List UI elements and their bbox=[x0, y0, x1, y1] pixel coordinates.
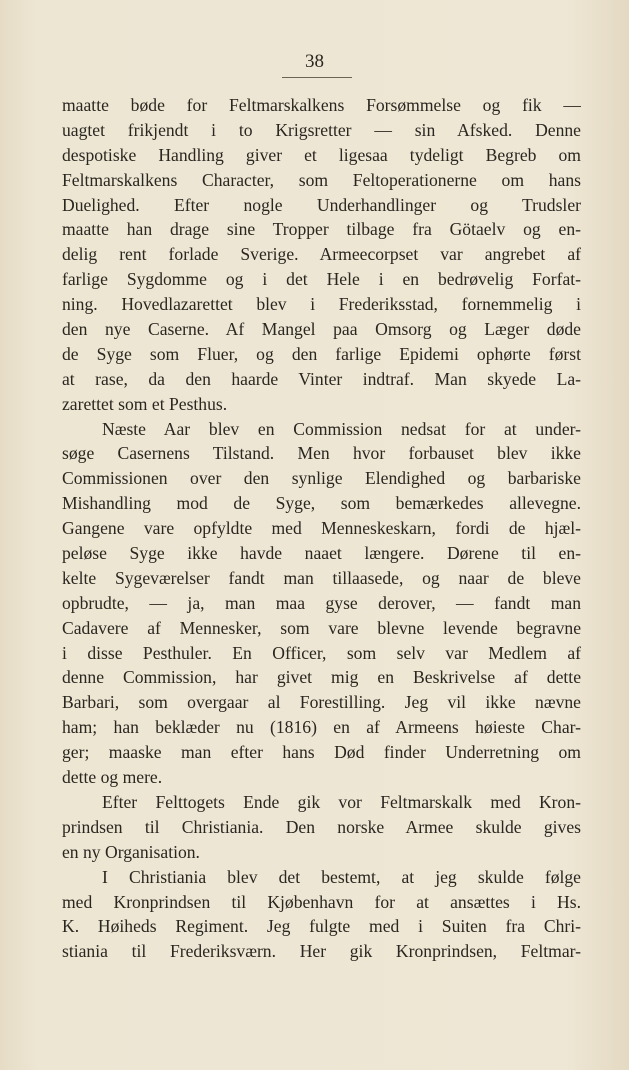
text-line: stiania til Frederiksværn. Her gik Kronprindsen, Feltmar- bbox=[62, 941, 581, 962]
text-line: i disse Pesthuler. En Officer, som selv var Medlem af bbox=[62, 642, 581, 663]
text-line: kelte Sygeværelser fandt man tillaasede, og naar de bleve bbox=[62, 567, 581, 588]
text-line: ham; han beklæder nu (1816) en af Armeens høieste Char- bbox=[62, 717, 581, 738]
text-line: K. Høiheds Regiment. Jeg fulgte med i Suiten fra Chri- bbox=[62, 916, 581, 937]
text-line: I Christiania blev det bestemt, at jeg skulde følge bbox=[102, 866, 581, 887]
text-line: denne Commission, har givet mig en Beskrivelse af dette bbox=[62, 667, 581, 688]
text-line: Gangene vare opfyldte med Menneskeskarn, fordi de hjæl- bbox=[62, 518, 581, 539]
text-line: delig rent forlade Sverige. Armeecorpset var angrebet af bbox=[62, 244, 581, 265]
text-line: Duelighed. Efter nogle Underhandlinger og Trudsler bbox=[62, 194, 581, 215]
text-line: Cadavere af Mennesker, som vare blevne levende begravne bbox=[62, 617, 581, 638]
text-line: Feltmarskalkens Character, som Feltoperationerne om hans bbox=[62, 169, 581, 190]
text-line: uagtet frikjendt i to Krigsretter — sin Afsked. Denne bbox=[62, 119, 581, 140]
text-line: despotiske Handling giver et ligesaa tydeligt Begreb om bbox=[62, 144, 581, 165]
text-line: ning. Hovedlazarettet blev i Frederiksstad, fornemmelig i bbox=[62, 294, 581, 315]
text-line: Commissionen over den synlige Elendighed og barbariske bbox=[62, 468, 581, 489]
text-line: Efter Felttogets Ende gik vor Feltmarskalk med Kron- bbox=[102, 791, 581, 812]
text-line: at rase, da den haarde Vinter indtraf. Man skyede La- bbox=[62, 368, 581, 389]
text-line: med Kronprindsen til Kjøbenhavn for at ansættes i Hs. bbox=[62, 891, 581, 912]
header-rule bbox=[282, 77, 352, 78]
text-line: farlige Sygdomme og i det Hele i en bedrøvelig Forfat- bbox=[62, 269, 581, 290]
page-number: 38 bbox=[305, 51, 324, 72]
text-line: Mishandling mod de Syge, som bemærkedes allevegne. bbox=[62, 493, 581, 514]
text-line: Næste Aar blev en Commission nedsat for at under- bbox=[102, 418, 581, 439]
text-line: prindsen til Christiania. Den norske Armee skulde gives bbox=[62, 816, 581, 837]
text-line: zarettet som et Pesthus. bbox=[62, 393, 228, 414]
text-line: peløse Syge ikke havde naaet længere. Dørene til en- bbox=[62, 543, 581, 564]
text-line: Barbari, som overgaar al Forestilling. Jeg vil ikke nævne bbox=[62, 692, 581, 713]
body-text bbox=[62, 93, 581, 964]
text-line: søge Casernens Tilstand. Men hvor forbauset blev ikke bbox=[62, 443, 581, 464]
text-line: de Syge som Fluer, og den farlige Epidemi ophørte først bbox=[62, 343, 581, 364]
text-line: en ny Organisation. bbox=[62, 841, 200, 862]
text-line: opbrudte, — ja, man maa gyse derover, — fandt man bbox=[62, 592, 581, 613]
text-line: maatte han drage sine Tropper tilbage fra Götaelv og en- bbox=[62, 219, 581, 240]
text-line: maatte bøde for Feltmarskalkens Forsømmelse og fik — bbox=[62, 95, 581, 115]
text-line: dette og mere. bbox=[62, 767, 163, 788]
text-line: den nye Caserne. Af Mangel paa Omsorg og Læger døde bbox=[62, 319, 581, 340]
text-line: ger; maaske man efter hans Død finder Underretning om bbox=[62, 742, 581, 763]
